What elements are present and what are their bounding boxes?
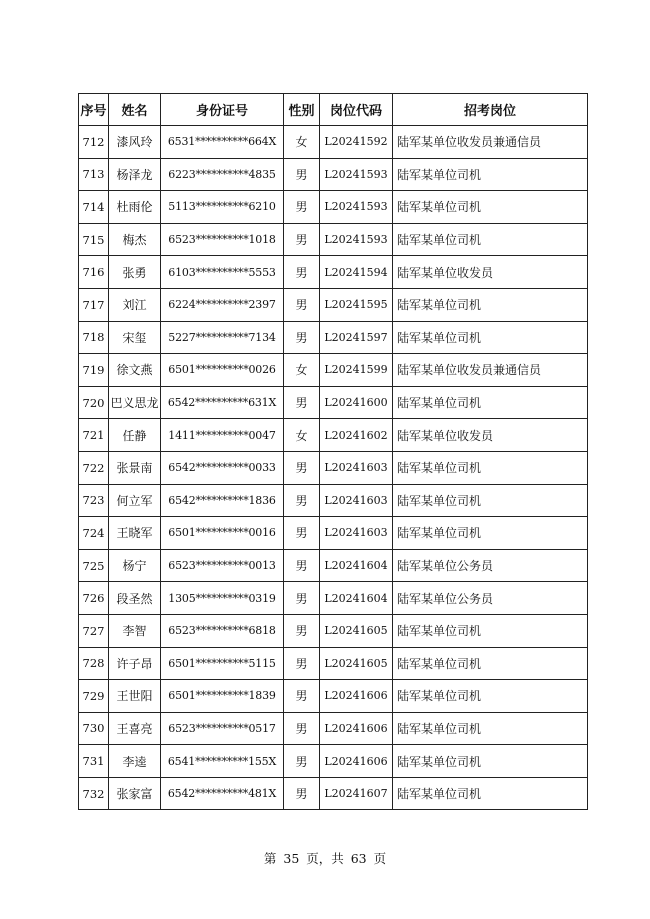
cell-post-code: L20241595 [320,288,393,321]
cell-gender: 男 [284,582,320,615]
cell-post: 陆军某单位司机 [393,223,588,256]
header-name: 姓名 [109,94,161,126]
cell-post-code: L20241593 [320,223,393,256]
table-row [79,777,588,810]
cell-id-number: 6542**********631X [161,386,284,419]
cell-id-number: 1411**********0047 [161,419,284,452]
page-footer: 第 35 页，共 63 页 [263,851,387,866]
table-row [79,158,588,191]
table-row [79,680,588,713]
cell-post-code: L20241604 [320,582,393,615]
table-row [79,256,588,289]
cell-seq: 732 [79,777,109,810]
cell-post: 陆军某单位收发员兼通信员 [393,126,588,159]
cell-gender: 女 [284,419,320,452]
cell-post: 陆军某单位司机 [393,745,588,778]
cell-seq: 720 [79,386,109,419]
cell-id-number: 6501**********1839 [161,680,284,713]
cell-post: 陆军某单位公务员 [393,549,588,582]
cell-post: 陆军某单位司机 [393,680,588,713]
cell-seq: 718 [79,321,109,354]
cell-post-code: L20241604 [320,549,393,582]
cell-name: 刘江 [109,288,161,321]
cell-gender: 男 [284,777,320,810]
cell-post-code: L20241606 [320,680,393,713]
cell-post: 陆军某单位司机 [393,517,588,550]
cell-post-code: L20241599 [320,354,393,387]
cell-seq: 723 [79,484,109,517]
cell-seq: 713 [79,158,109,191]
cell-gender: 男 [284,484,320,517]
table-row [79,582,588,615]
table-row [79,126,588,159]
table-row [79,419,588,452]
cell-gender: 男 [284,680,320,713]
header-gender: 性别 [284,94,320,126]
cell-gender: 男 [284,321,320,354]
cell-post-code: L20241593 [320,191,393,224]
cell-post-code: L20241594 [320,256,393,289]
cell-post: 陆军某单位司机 [393,386,588,419]
cell-post: 陆军某单位司机 [393,712,588,745]
cell-id-number: 6224**********2397 [161,288,284,321]
table-row [79,451,588,484]
cell-name: 王世阳 [109,680,161,713]
cell-post-code: L20241603 [320,517,393,550]
cell-post-code: L20241600 [320,386,393,419]
cell-name: 漆风玲 [109,126,161,159]
table-row [79,386,588,419]
cell-post: 陆军某单位司机 [393,451,588,484]
cell-name: 梅杰 [109,223,161,256]
cell-id-number: 6523**********0013 [161,549,284,582]
cell-gender: 男 [284,256,320,289]
table-row [79,647,588,680]
cell-name: 杜雨伦 [109,191,161,224]
table-row [79,517,588,550]
cell-post: 陆军某单位收发员 [393,256,588,289]
cell-post: 陆军某单位司机 [393,777,588,810]
cell-seq: 731 [79,745,109,778]
cell-gender: 女 [284,354,320,387]
cell-name: 李逵 [109,745,161,778]
cell-name: 张家富 [109,777,161,810]
cell-post: 陆军某单位公务员 [393,582,588,615]
table-row [79,549,588,582]
candidate-table [78,93,588,810]
cell-gender: 男 [284,745,320,778]
cell-id-number: 6542**********481X [161,777,284,810]
cell-id-number: 5113**********6210 [161,191,284,224]
table-header-row [79,94,588,126]
cell-post: 陆军某单位收发员 [393,419,588,452]
table-row [79,191,588,224]
cell-seq: 715 [79,223,109,256]
cell-id-number: 6223**********4835 [161,158,284,191]
cell-id-number: 6541**********155X [161,745,284,778]
cell-post-code: L20241602 [320,419,393,452]
table-row [79,745,588,778]
cell-post-code: L20241605 [320,647,393,680]
cell-post-code: L20241603 [320,484,393,517]
cell-name: 段圣然 [109,582,161,615]
cell-id-number: 6103**********5553 [161,256,284,289]
cell-gender: 男 [284,712,320,745]
cell-id-number: 5227**********7134 [161,321,284,354]
table-row [79,614,588,647]
cell-seq: 729 [79,680,109,713]
cell-gender: 男 [284,386,320,419]
header-id-number: 身份证号 [161,94,284,126]
cell-gender: 男 [284,223,320,256]
cell-seq: 726 [79,582,109,615]
cell-seq: 721 [79,419,109,452]
cell-post: 陆军某单位司机 [393,321,588,354]
cell-post-code: L20241606 [320,712,393,745]
cell-name: 徐文燕 [109,354,161,387]
table-row [79,288,588,321]
cell-name: 巴义思龙 [109,386,161,419]
cell-name: 何立军 [109,484,161,517]
table-row [79,354,588,387]
cell-seq: 712 [79,126,109,159]
cell-seq: 719 [79,354,109,387]
cell-id-number: 6542**********1836 [161,484,284,517]
cell-name: 李智 [109,614,161,647]
cell-name: 王晓军 [109,517,161,550]
cell-post-code: L20241593 [320,158,393,191]
cell-gender: 女 [284,126,320,159]
cell-id-number: 6523**********0517 [161,712,284,745]
cell-post: 陆军某单位司机 [393,647,588,680]
cell-seq: 714 [79,191,109,224]
cell-id-number: 6501**********5115 [161,647,284,680]
cell-id-number: 6542**********0033 [161,451,284,484]
cell-gender: 男 [284,158,320,191]
cell-post: 陆军某单位司机 [393,288,588,321]
cell-gender: 男 [284,517,320,550]
cell-post-code: L20241603 [320,451,393,484]
cell-id-number: 6531**********664X [161,126,284,159]
cell-seq: 717 [79,288,109,321]
cell-id-number: 6501**********0016 [161,517,284,550]
cell-gender: 男 [284,614,320,647]
cell-gender: 男 [284,191,320,224]
cell-name: 杨宁 [109,549,161,582]
cell-post: 陆军某单位司机 [393,191,588,224]
cell-name: 宋玺 [109,321,161,354]
cell-seq: 730 [79,712,109,745]
cell-id-number: 1305**********0319 [161,582,284,615]
cell-id-number: 6501**********0026 [161,354,284,387]
cell-post-code: L20241592 [320,126,393,159]
cell-post-code: L20241607 [320,777,393,810]
table-row [79,712,588,745]
cell-id-number: 6523**********1018 [161,223,284,256]
cell-seq: 725 [79,549,109,582]
cell-name: 任静 [109,419,161,452]
cell-post-code: L20241605 [320,614,393,647]
cell-post: 陆军某单位司机 [393,158,588,191]
cell-post-code: L20241606 [320,745,393,778]
cell-seq: 722 [79,451,109,484]
cell-seq: 727 [79,614,109,647]
table-body [79,126,588,810]
cell-name: 张景南 [109,451,161,484]
cell-post: 陆军某单位司机 [393,614,588,647]
cell-seq: 728 [79,647,109,680]
cell-name: 杨泽龙 [109,158,161,191]
cell-name: 王喜亮 [109,712,161,745]
header-post-code: 岗位代码 [320,94,393,126]
cell-seq: 724 [79,517,109,550]
cell-name: 许子昂 [109,647,161,680]
table-row [79,223,588,256]
header-post: 招考岗位 [393,94,588,126]
cell-gender: 男 [284,647,320,680]
cell-post: 陆军某单位收发员兼通信员 [393,354,588,387]
cell-post: 陆军某单位司机 [393,484,588,517]
cell-name: 张勇 [109,256,161,289]
table-row [79,484,588,517]
cell-gender: 男 [284,451,320,484]
cell-id-number: 6523**********6818 [161,614,284,647]
cell-seq: 716 [79,256,109,289]
cell-gender: 男 [284,288,320,321]
cell-gender: 男 [284,549,320,582]
cell-post-code: L20241597 [320,321,393,354]
table-row [79,321,588,354]
header-seq: 序号 [79,94,109,126]
